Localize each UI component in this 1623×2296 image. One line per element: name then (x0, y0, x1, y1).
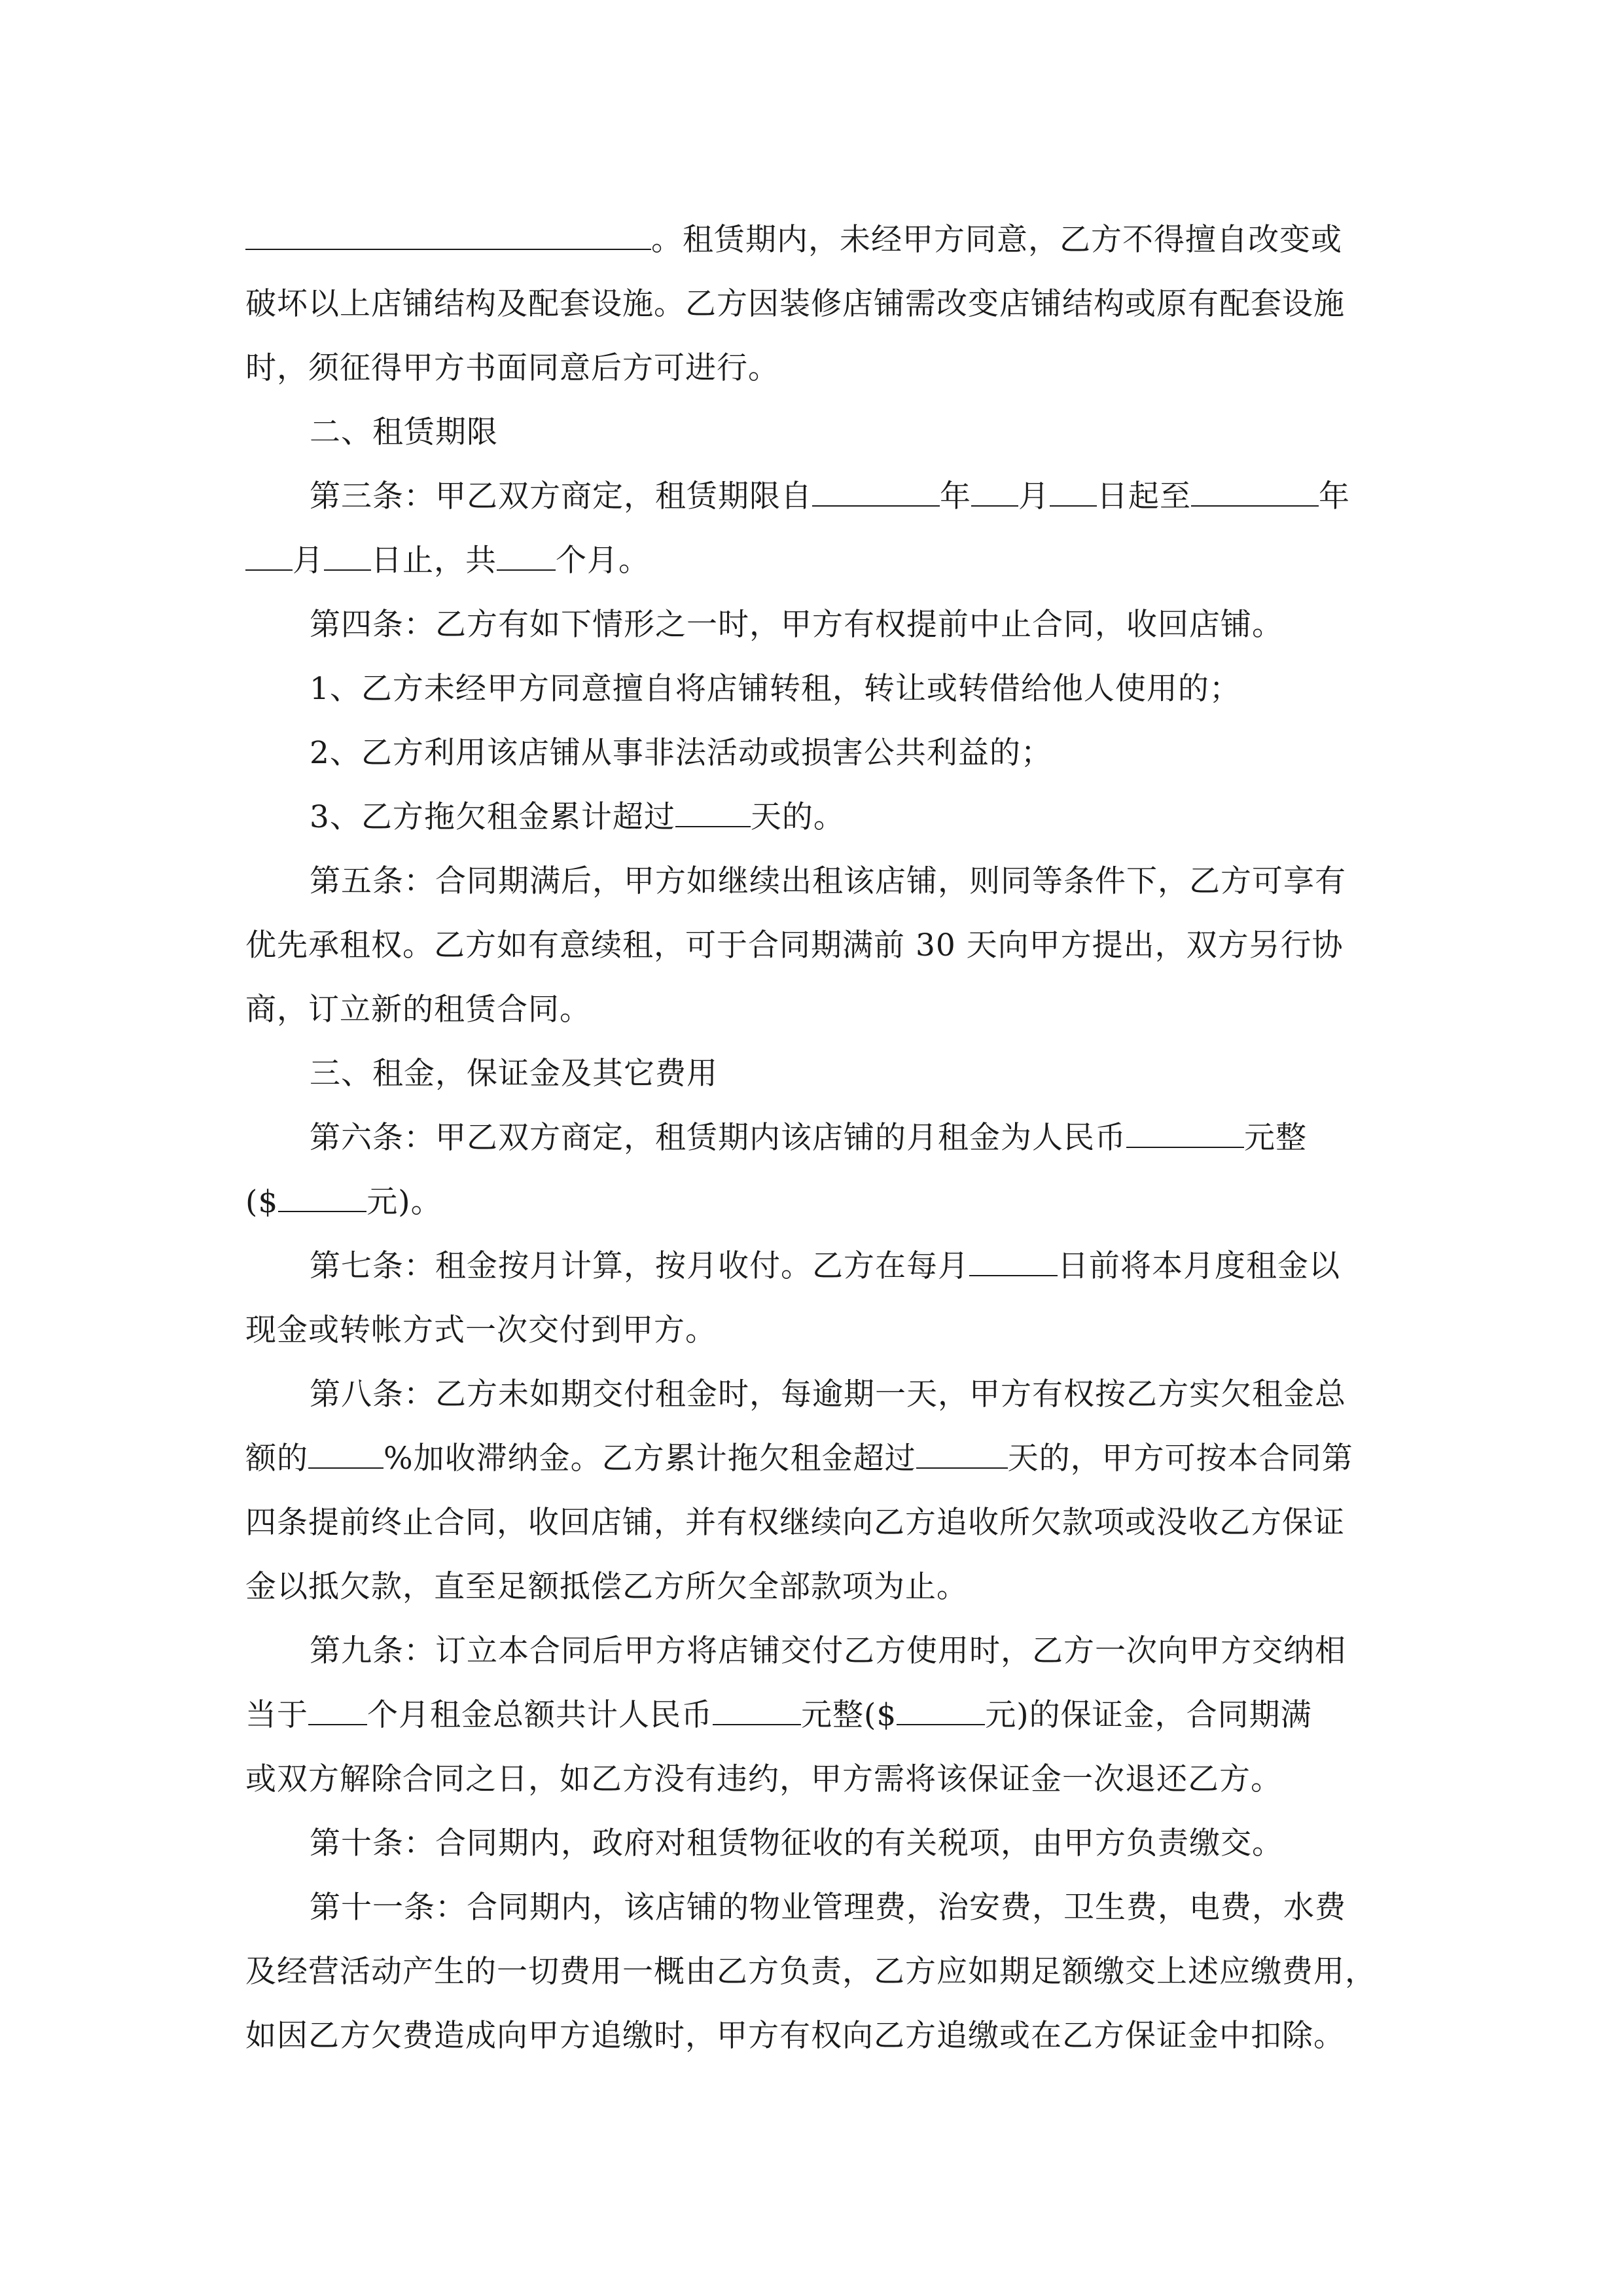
text-segment: 第五条：合同期满后，甲方如继续出租该店铺，则同等条件下，乙方可享有 (310, 863, 1346, 899)
text-segment: 个月租金总额共计人民币 (367, 1697, 713, 1733)
blank-field (971, 475, 1018, 507)
text-segment: 现金或转帐方式一次交付到甲方。 (245, 1312, 717, 1348)
text-line (245, 978, 1384, 1042)
text-line (245, 336, 1384, 401)
list-item (245, 785, 1384, 850)
text-line (245, 1748, 1384, 1812)
text-segment: 四条提前终止合同，收回店铺，并有权继续向乙方追收所欠款项或没收乙方保证 (245, 1505, 1345, 1541)
text-line (245, 1363, 1384, 1427)
text-segment: 第十条：合同期内，政府对租赁物征收的有关税项，由甲方负责缴交。 (310, 1825, 1283, 1861)
text-line (245, 850, 1384, 914)
text-segment: 破坏以上店铺结构及配套设施。乙方因装修店铺需改变店铺结构或原有配套设施 (245, 286, 1345, 322)
text-line (245, 1170, 1384, 1234)
text-line (245, 1940, 1384, 2004)
blank-field (245, 539, 293, 571)
text-segment: 元)的保证金，合同期满 (985, 1697, 1312, 1733)
text-segment: 天的。 (750, 799, 845, 835)
text-segment: 月 (293, 543, 324, 579)
blank-field (278, 1181, 366, 1212)
text-segment: 元整 (1244, 1120, 1307, 1156)
text-line (245, 914, 1384, 978)
text-line (245, 465, 1384, 529)
text-segment: 年 (1319, 478, 1350, 514)
section-title: 三、租金，保证金及其它费用 (310, 1056, 718, 1092)
blank-field (497, 539, 556, 571)
blank-field (1126, 1117, 1244, 1148)
text-segment: 。租赁期内，未经甲方同意，乙方不得擅自改变或 (651, 222, 1342, 258)
text-line (245, 1427, 1384, 1491)
blank-field (969, 1245, 1058, 1276)
blank-field (1191, 475, 1319, 507)
list-item (245, 657, 1384, 721)
text-segment: 金以抵欠款，直至足额抵偿乙方所欠全部款项为止。 (245, 1569, 968, 1605)
blank-field (916, 1437, 1008, 1469)
text-line (245, 1619, 1384, 1683)
text-line (245, 1106, 1384, 1170)
text-segment: 当于 (245, 1697, 308, 1733)
text-segment: 元)。 (366, 1184, 442, 1220)
text-segment: 优先承租权。乙方如有意续租，可于合同期满前 30 天向甲方提出，双方另行协 (245, 927, 1344, 963)
text-segment: 天的，甲方可按本合同第 (1007, 1441, 1353, 1477)
blank-field (245, 219, 651, 250)
blank-field (897, 1694, 985, 1725)
contract-body (245, 208, 1384, 2068)
text-segment: 第三条：甲乙双方商定，租赁期限自 (310, 478, 812, 514)
text-segment: 第四条：乙方有如下情形之一时，甲方有权提前中止合同，收回店铺。 (310, 607, 1283, 643)
blank-field (675, 796, 751, 827)
blank-field (1050, 475, 1097, 507)
text-segment: 如因乙方欠费造成向甲方追缴时，甲方有权向乙方追缴或在乙方保证金中扣除。 (245, 2018, 1345, 2054)
text-line (245, 1299, 1384, 1363)
text-segment: 日起至 (1097, 478, 1191, 514)
text-segment: 年 (940, 478, 971, 514)
text-segment: 个月。 (556, 543, 650, 579)
text-line (245, 208, 1384, 272)
text-segment: 或双方解除合同之日，如乙方没有违约，甲方需将该保证金一次退还乙方。 (245, 1761, 1282, 1797)
text-line (245, 272, 1384, 336)
list-item (245, 721, 1384, 785)
blank-field (713, 1694, 801, 1725)
text-line (245, 1555, 1384, 1619)
text-segment: 第八条：乙方未如期交付租金时，每逾期一天，甲方有权按乙方实欠租金总 (310, 1376, 1346, 1412)
blank-field (308, 1694, 367, 1725)
text-segment: 第九条：订立本合同后甲方将店铺交付乙方使用时，乙方一次向甲方交纳相 (310, 1633, 1346, 1669)
text-segment: 第七条：租金按月计算，按月收付。乙方在每月 (310, 1248, 969, 1284)
blank-field (812, 475, 940, 507)
text-line (245, 1876, 1384, 1940)
text-segment: 1、乙方未经甲方同意擅自将店铺转租，转让或转借给他人使用的； (310, 671, 1241, 707)
text-line (245, 2004, 1384, 2068)
text-segment: 日止，共 (371, 543, 497, 579)
text-segment: 3、乙方拖欠租金累计超过 (310, 799, 675, 835)
text-line (245, 1491, 1384, 1555)
text-line (245, 1683, 1384, 1748)
text-segment: 及经营活动产生的一切费用一概由乙方负责，乙方应如期足额缴交上述应缴费用， (245, 1954, 1376, 1990)
blank-field (308, 1437, 383, 1469)
text-segment: 日前将本月度租金以 (1058, 1248, 1340, 1284)
text-segment: 商，订立新的租赁合同。 (245, 992, 591, 1028)
text-segment: 第六条：甲乙双方商定，租赁期内该店铺的月租金为人民币 (310, 1120, 1126, 1156)
text-segment: 时，须征得甲方书面同意后方可进行。 (245, 350, 779, 386)
text-segment: ($ (245, 1184, 279, 1220)
text-line (245, 1234, 1384, 1299)
text-line (245, 593, 1384, 657)
blank-field (324, 539, 371, 571)
text-segment: 第十一条：合同期内，该店铺的物业管理费，治安费，卫生费，电费，水费 (310, 1890, 1346, 1926)
text-line (245, 1812, 1384, 1876)
text-segment: 月 (1018, 478, 1050, 514)
section-title: 二、租赁期限 (310, 414, 498, 450)
text-segment: 额的 (245, 1441, 308, 1477)
text-segment: 元整($ (801, 1697, 897, 1733)
section-heading (245, 401, 1384, 465)
text-line (245, 529, 1384, 593)
text-segment: 2、乙方利用该店铺从事非法活动或损害公共利益的； (310, 735, 1052, 771)
text-segment: %加收滞纳金。乙方累计拖欠租金超过 (383, 1441, 916, 1477)
section-heading (245, 1042, 1384, 1106)
